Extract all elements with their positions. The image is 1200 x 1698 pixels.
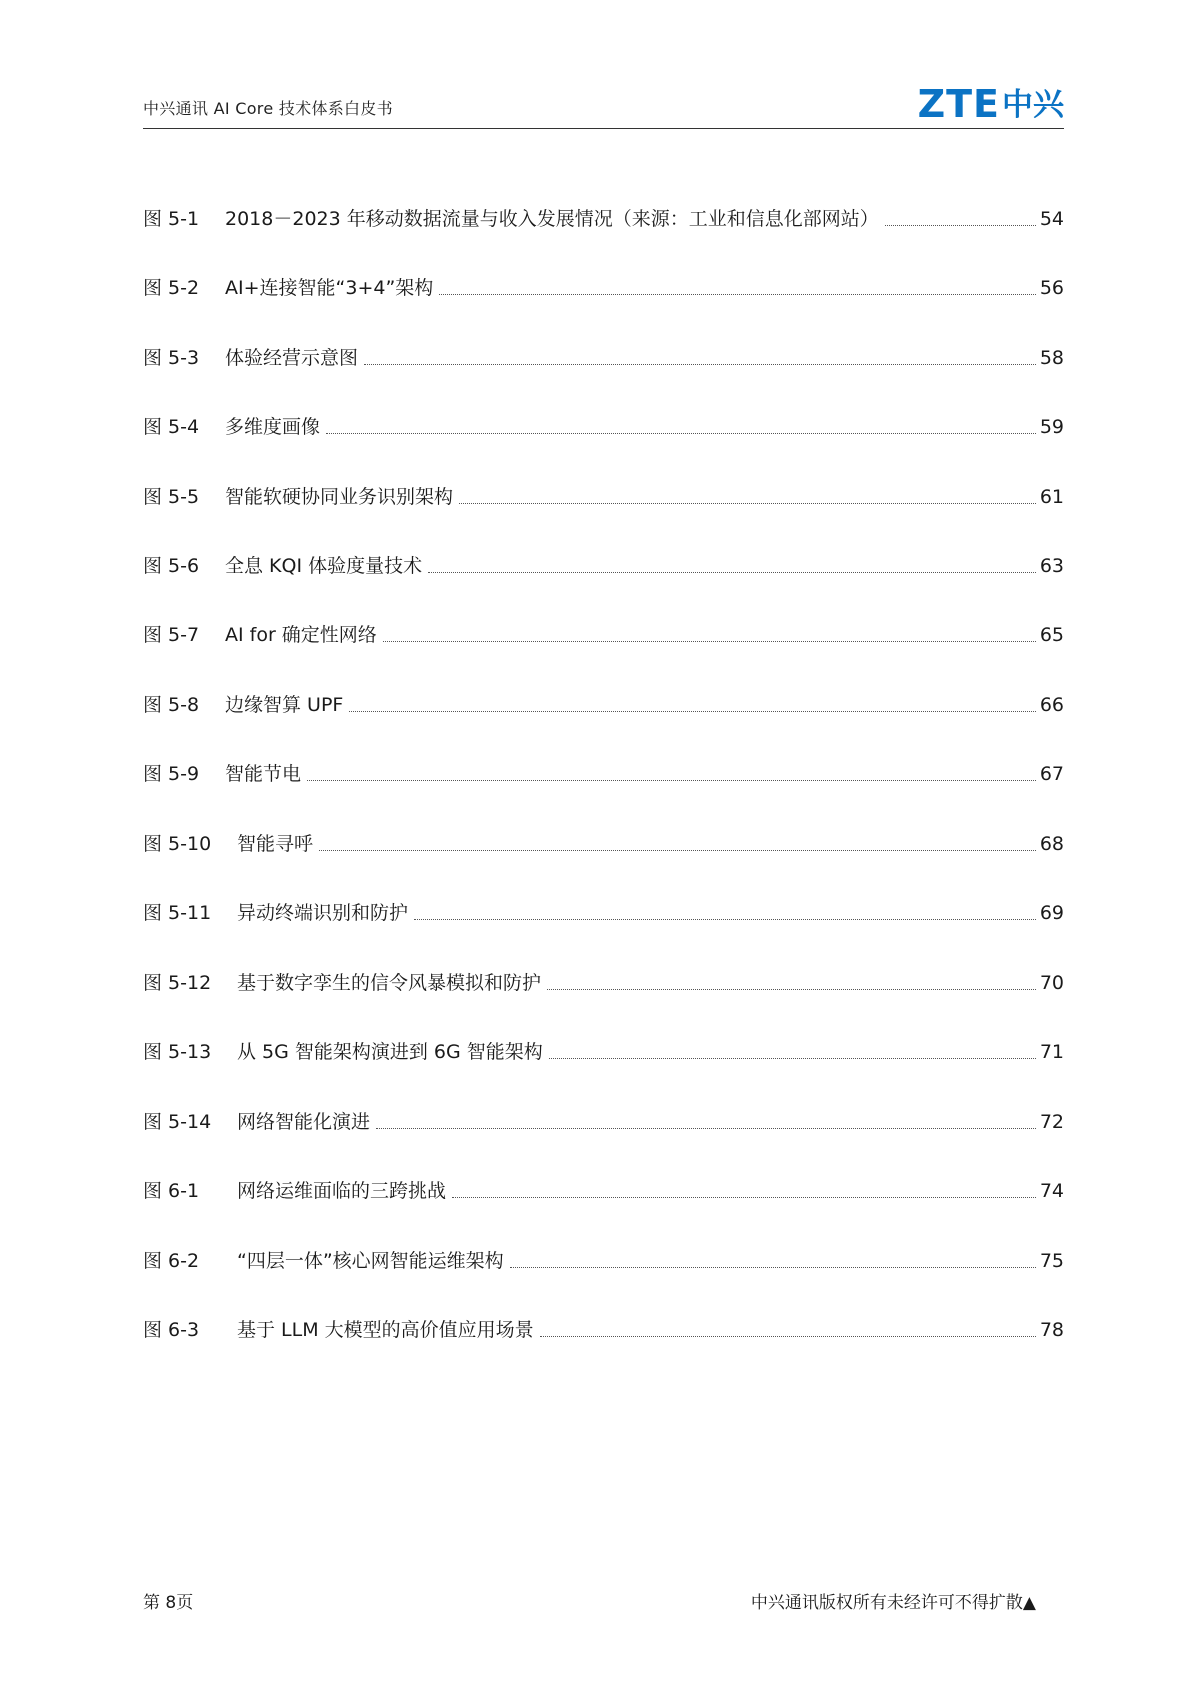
page-number: 59 (1039, 416, 1064, 438)
page-number: 68 (1039, 833, 1064, 855)
leader-dots (452, 1196, 1036, 1198)
page-number: 63 (1039, 555, 1064, 577)
leader-dots (510, 1266, 1036, 1268)
page-number: 71 (1039, 1041, 1064, 1063)
figure-title: “四层一体”核心网智能运维架构 (237, 1250, 504, 1272)
figure-number: 图 5-4 (143, 416, 200, 438)
figure-title: AI for 确定性网络 (225, 624, 377, 646)
figure-number: 图 5-8 (143, 694, 200, 716)
logo-chinese: 中兴 (1002, 87, 1064, 123)
toc-entry[interactable] (143, 827, 1064, 857)
leader-dots (459, 502, 1036, 504)
figure-number: 图 5-5 (143, 486, 200, 508)
logo-latin: ZTE (917, 82, 1000, 126)
page-number: 69 (1039, 902, 1064, 924)
leader-dots (547, 988, 1036, 990)
figure-number: 图 5-3 (143, 347, 200, 369)
page-number: 67 (1039, 763, 1064, 785)
page-number: 58 (1039, 347, 1064, 369)
figure-number: 图 5-9 (143, 763, 200, 785)
figure-title: 智能软硬协同业务识别架构 (225, 486, 454, 508)
page-header (143, 80, 1064, 130)
toc-entry[interactable] (143, 202, 1064, 232)
figure-number: 图 5-6 (143, 555, 200, 577)
toc-entry[interactable] (143, 896, 1064, 926)
toc-entry[interactable] (143, 1313, 1064, 1343)
leader-dots (428, 571, 1036, 573)
figure-number: 图 5-7 (143, 624, 200, 646)
figure-title: 网络智能化演进 (237, 1111, 371, 1133)
figure-number: 图 6-3 (143, 1319, 200, 1341)
figure-title: 2018－2023 年移动数据流量与收入发展情况（来源：工业和信息化部网站） (225, 208, 879, 230)
page-number: 75 (1039, 1250, 1064, 1272)
figure-title: 智能寻呼 (237, 833, 314, 855)
leader-dots (364, 363, 1036, 365)
page-number: 74 (1039, 1180, 1064, 1202)
toc-entry[interactable] (143, 271, 1064, 301)
zte-logo (918, 80, 1064, 124)
toc-entry[interactable] (143, 1244, 1064, 1274)
figure-number: 图 5-14 (143, 1111, 212, 1133)
figure-title: 异动终端识别和防护 (237, 902, 409, 924)
page-number: 54 (1039, 208, 1064, 230)
figure-number: 图 6-1 (143, 1180, 200, 1202)
figure-number: 图 6-2 (143, 1250, 200, 1272)
leader-dots (383, 640, 1036, 642)
page-number: 65 (1039, 624, 1064, 646)
toc-entry[interactable] (143, 1105, 1064, 1135)
document-title: 中兴通讯 AI Core 技术体系白皮书 (143, 99, 393, 118)
figure-title: 基于 LLM 大模型的高价值应用场景 (237, 1319, 534, 1341)
toc-entry[interactable] (143, 757, 1064, 787)
page-number: 56 (1039, 277, 1064, 299)
page-number: 78 (1039, 1319, 1064, 1341)
footer-copyright: 中兴通讯版权所有未经许可不得扩散▲ (750, 1593, 1036, 1613)
toc-entry[interactable] (143, 1174, 1064, 1204)
footer-page-number: 第 8页 (143, 1593, 194, 1613)
toc-entry[interactable] (143, 688, 1064, 718)
toc-entry[interactable] (143, 966, 1064, 996)
toc-entry[interactable] (143, 341, 1064, 371)
page-number: 70 (1039, 972, 1064, 994)
leader-dots (376, 1127, 1036, 1129)
page-number: 72 (1039, 1111, 1064, 1133)
figure-title: 多维度画像 (225, 416, 321, 438)
figure-number: 图 5-10 (143, 833, 212, 855)
leader-dots (885, 224, 1036, 226)
figure-title: 全息 KQI 体验度量技术 (225, 555, 423, 577)
leader-dots (540, 1335, 1036, 1337)
leader-dots (349, 710, 1035, 712)
toc-entry[interactable] (143, 549, 1064, 579)
figure-number: 图 5-1 (143, 208, 200, 230)
toc-entry[interactable] (143, 410, 1064, 440)
figure-title: 从 5G 智能架构演进到 6G 智能架构 (237, 1041, 543, 1063)
leader-dots (439, 293, 1036, 295)
leader-dots (319, 849, 1036, 851)
leader-dots (307, 779, 1036, 781)
figure-title: 基于数字孪生的信令风暴模拟和防护 (237, 972, 542, 994)
figure-number: 图 5-2 (143, 277, 200, 299)
toc-entry[interactable] (143, 1035, 1064, 1065)
toc-entry[interactable] (143, 480, 1064, 510)
figure-title: 体验经营示意图 (225, 347, 359, 369)
figure-number: 图 5-12 (143, 972, 212, 994)
leader-dots (549, 1057, 1036, 1059)
figure-number: 图 5-11 (143, 902, 212, 924)
toc-entry[interactable] (143, 618, 1064, 648)
leader-dots (326, 432, 1036, 434)
page-number: 66 (1039, 694, 1064, 716)
figure-title: AI+连接智能“3+4”架构 (225, 277, 434, 299)
figure-title: 边缘智算 UPF (225, 694, 344, 716)
page-footer (143, 1588, 1064, 1618)
figure-title: 智能节电 (225, 763, 302, 785)
figure-number: 图 5-13 (143, 1041, 212, 1063)
leader-dots (414, 918, 1036, 920)
figure-title: 网络运维面临的三跨挑战 (237, 1180, 447, 1202)
page-number: 61 (1039, 486, 1064, 508)
header-divider (143, 128, 1064, 129)
